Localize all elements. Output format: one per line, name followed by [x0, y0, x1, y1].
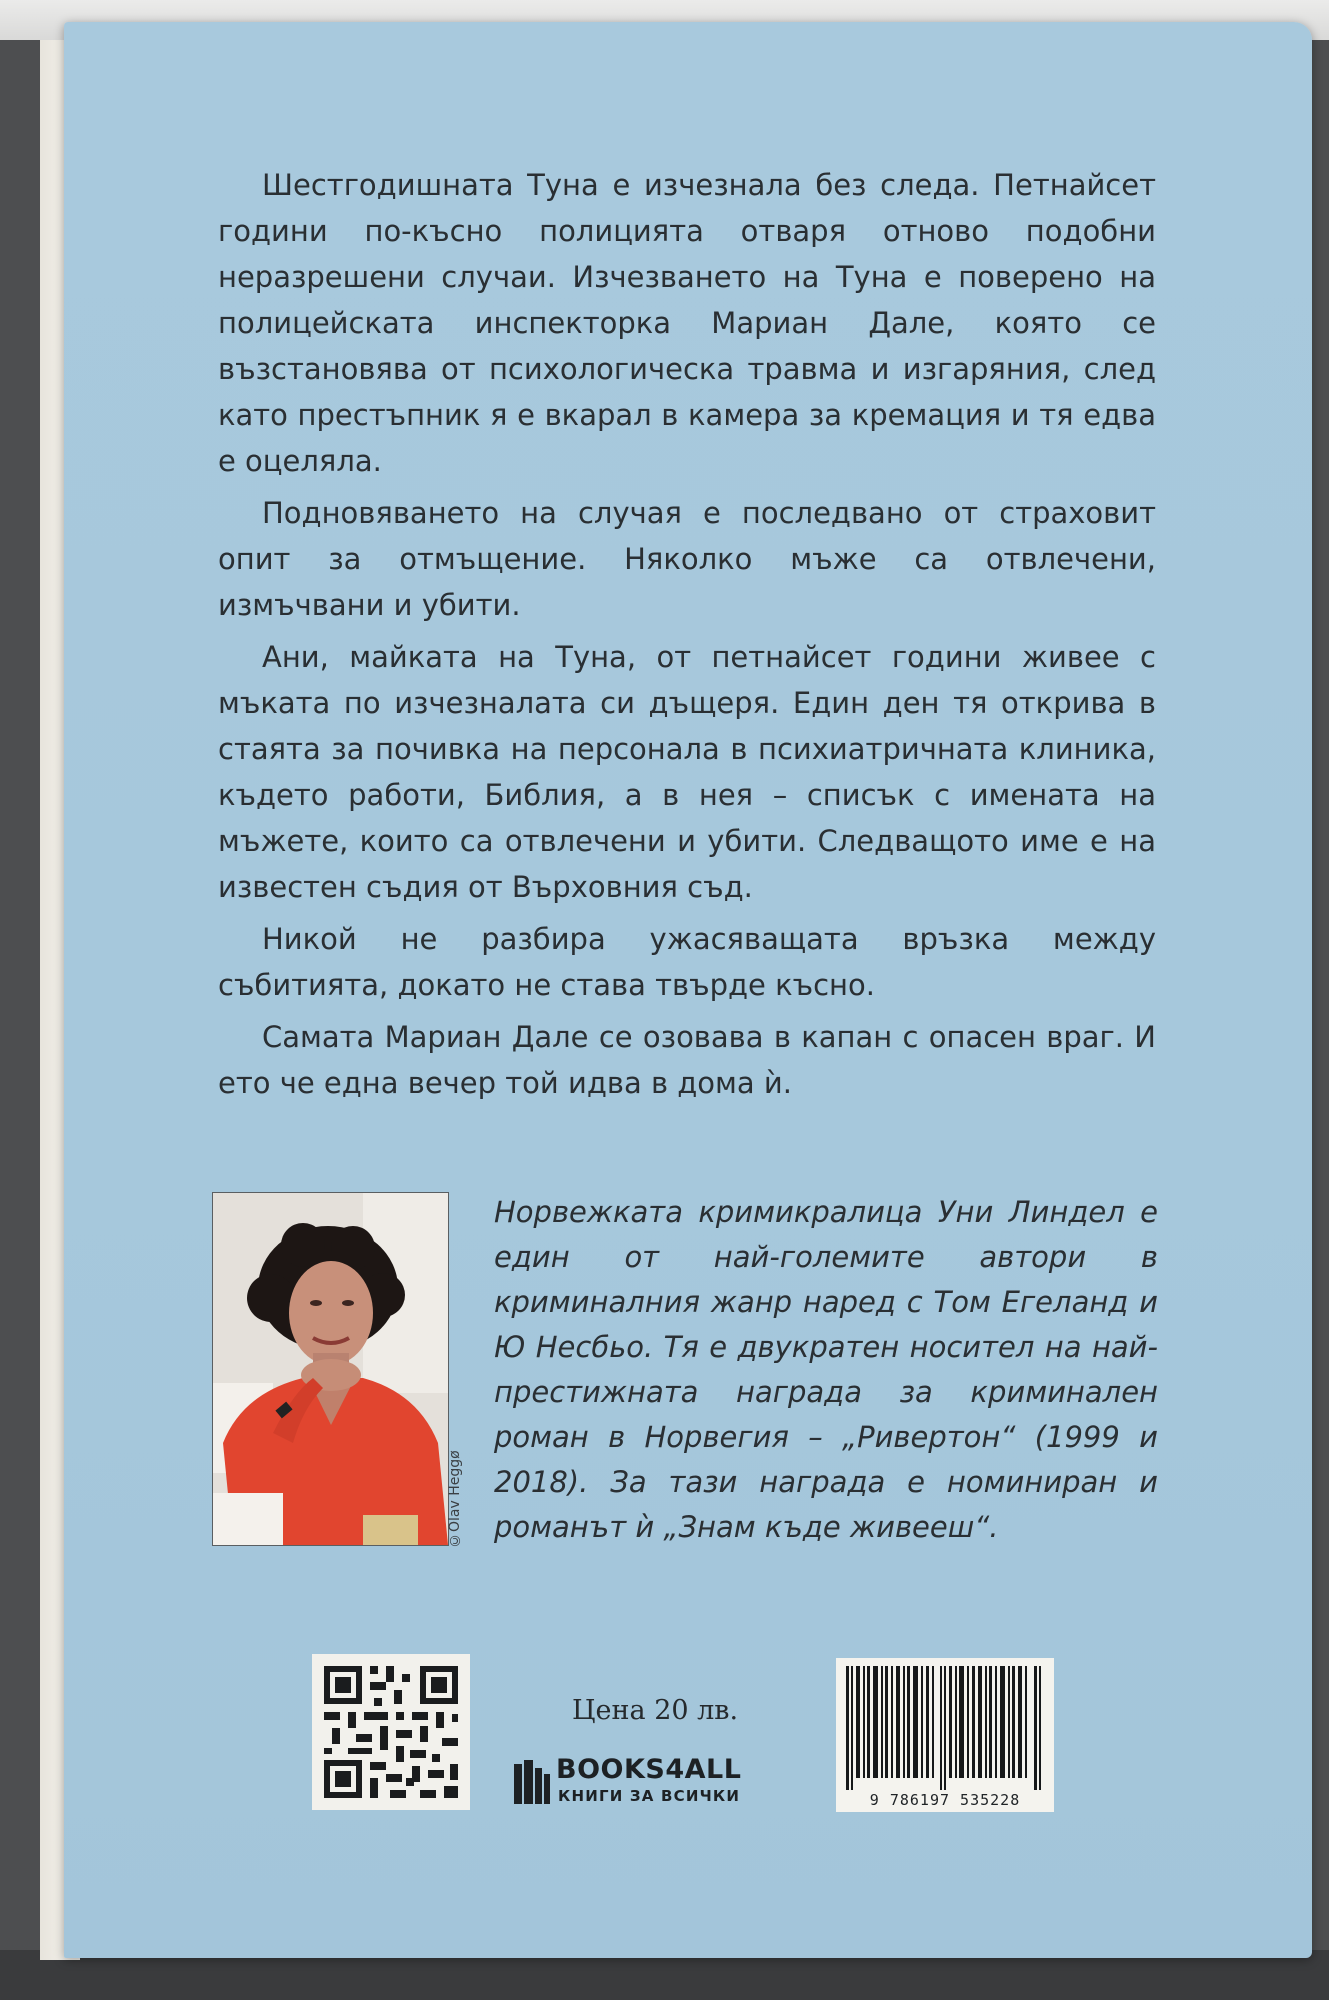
author-portrait-illustration	[213, 1193, 448, 1545]
publisher-logo	[512, 1754, 797, 1810]
qr-code	[312, 1654, 470, 1810]
barcode-icon	[836, 1658, 1054, 1790]
qr-code-icon	[312, 1654, 470, 1810]
blurb-paragraph-1: Шестгодишната Туна е изчезнала без следа. Петнайсет години по-късно полицията отваря отново подобни неразрешени случаи. Изчезването на Туна е поверено на полицейската инспекторка Мариан Дале, която се възстановява от психологическа травма и изгаряния, след като престъпник я е вкарал в камера за кремация и тя едва е оцеляла.	[218, 168, 1156, 478]
book-blurb	[218, 162, 1156, 1112]
blurb-paragraph-3: Ани, майката на Туна, от петнайсет години живее с мъката по изчезналата си дъщеря. Един ден тя открива в стаята за почивка на персонала в психиатричната клиника, където работи, Библия, а в нея – списък с имената на мъжете, които са отвлечени и убити. Следващото име е на известен съдия от Върховния съд.	[218, 640, 1156, 904]
book-price: Цена 20 лв.	[572, 1695, 739, 1726]
books-stack-icon	[512, 1758, 552, 1806]
author-photo	[212, 1192, 449, 1546]
publisher-tagline: КНИГИ ЗА ВСИЧКИ	[558, 1787, 741, 1805]
author-bio: Норвежката кримикралица Уни Линдел е един от най-големите автори в криминалния жанр наред с Том Егеланд и Ю Несбьо. Тя е двукратен носител на най-престижната награда за криминален роман в Норвегия – „Ривертон“ (1999 и 2018). За тази награда е номиниран и романът ѝ „Знам къде живееш“.	[494, 1195, 1158, 1544]
publisher-name: BOOKS4ALL	[556, 1754, 742, 1785]
blurb-paragraph-4: Никой не разбира ужасяващата връзка между събитията, докато не става твърде късно.	[218, 922, 1156, 1002]
blurb-paragraph-2: Подновяването на случая е последвано от страховит опит за отмъщение. Няколко мъже са отвлечени, измъчвани и убити.	[218, 496, 1156, 622]
isbn-digits: 9 786197 535228	[869, 1791, 1021, 1809]
blurb-paragraph-5: Самата Мариан Дале се озовава в капан с опасен враг. И ето че една вечер той идва в дома ѝ.	[218, 1020, 1156, 1100]
photo-credit: ©Olav Heggø	[447, 1450, 463, 1548]
isbn-barcode	[836, 1658, 1054, 1812]
